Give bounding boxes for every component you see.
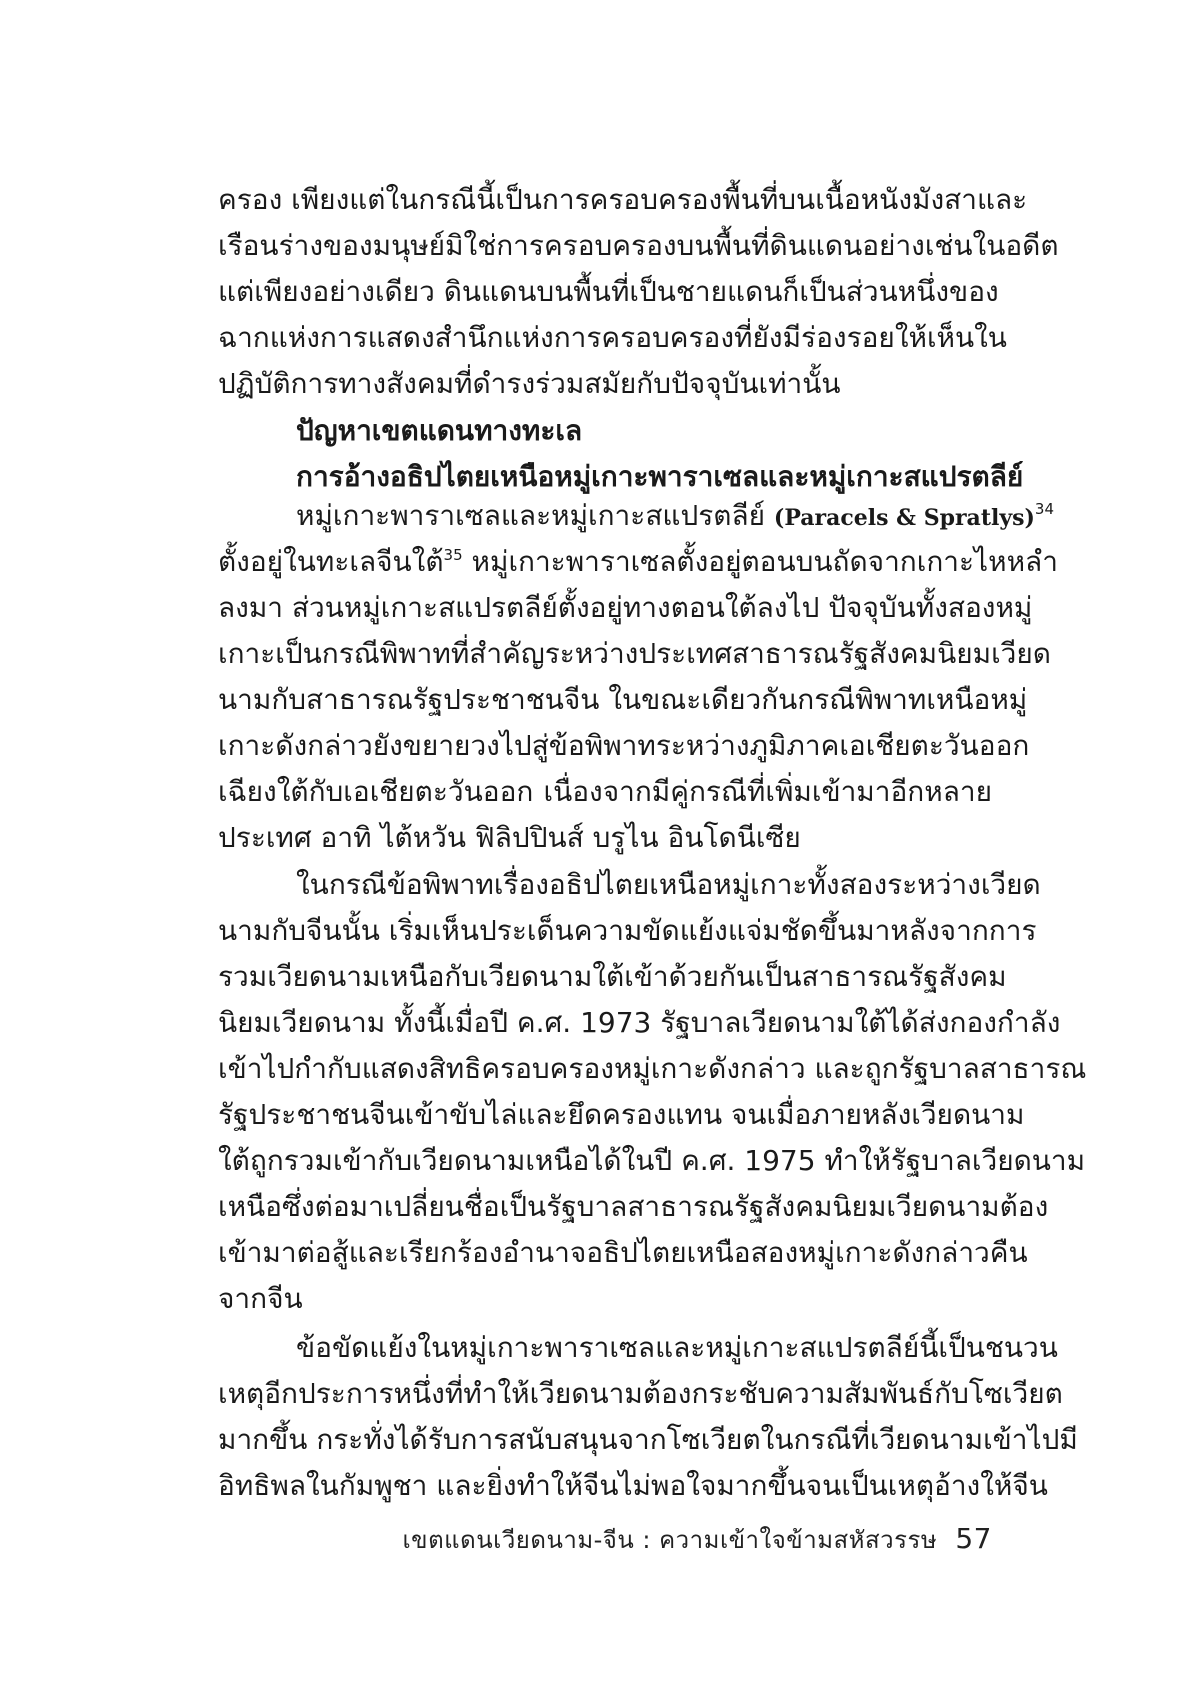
text-line: แต่เพียงอย่างเดียว ดินแดนบนพื้นที่เป็นชายแดนก็เป็นส่วนหนึ่งของ: [218, 275, 999, 308]
text-line: เข้ามาต่อสู้และเรียกร้องอำนาจอธิปไตยเหนือสองหมู่เกาะดังกล่าวคืน: [218, 1236, 1028, 1269]
text-line: เฉียงใต้กับเอเชียตะวันออก เนื่องจากมีคู่กรณีที่เพิ่มเข้ามาอีกหลาย: [218, 775, 992, 808]
page-footer: [402, 1520, 992, 1559]
text-line: นามกับสาธารณรัฐประชาชนจีน ในขณะเดียวกันกรณีพิพาทเหนือหมู่: [218, 683, 1028, 716]
text-line: [218, 539, 1058, 585]
text-line: มากขึ้น กระทั่งได้รับการสนับสนุนจากโซเวียตในกรณีที่เวียดนามเข้าไปมี: [218, 1423, 1078, 1456]
text-line: เกาะดังกล่าวยังขยายวงไปสู่ข้อพิพาทระหว่างภูมิภาคเอเชียตะวันออก: [218, 729, 1030, 762]
paragraph-1: [218, 177, 1059, 407]
text-line: นิยมเวียดนาม ทั้งนี้เมื่อปี ค.ศ. 1973 รัฐบาลเวียดนามใต้ได้ส่งกองกำลัง: [218, 1006, 1061, 1039]
text-line: ลงมา ส่วนหมู่เกาะสแปรตลีย์ตั้งอยู่ทางตอนใต้ลงไป ปัจจุบันทั้งสองหมู่: [218, 591, 1033, 624]
text-line: เข้าไปกำกับแสดงสิทธิครอบครองหมู่เกาะดังกล่าว และถูกรัฐบาลสาธารณ: [218, 1052, 1087, 1085]
footnote-ref[interactable]: 35: [443, 546, 463, 564]
text-line: ในกรณีข้อพิพาทเรื่องอธิปไตยเหนือหมู่เกาะทั้งสองระหว่างเวียด: [296, 868, 1041, 901]
text-line: ฉากแห่งการแสดงสำนึกแห่งการครอบครองที่ยังมีร่องรอยให้เห็นใน: [218, 321, 1007, 354]
text-line: ปฏิบัติการทางสังคมที่ดำรงร่วมสมัยกับปัจจุบันเท่านั้น: [218, 367, 841, 400]
text-line: รวมเวียดนามเหนือกับเวียดนามใต้เข้าด้วยกันเป็นสาธารณรัฐสังคม: [218, 960, 1007, 993]
text-line: [218, 493, 1055, 539]
text-line: เหตุอีกประการหนึ่งที่ทำให้เวียดนามต้องกระชับความสัมพันธ์กับโซเวียต: [218, 1377, 1063, 1410]
text-line: ครอง เพียงแต่ในกรณีนี้เป็นการครอบครองพื้นที่บนเนื้อหนังมังสาและ: [218, 183, 1028, 216]
paragraph-4: [218, 1325, 1078, 1509]
section-heading-block: [218, 408, 1024, 500]
text-line: จากจีน: [218, 1282, 303, 1315]
paragraph-2: [218, 493, 1058, 861]
text-line: ข้อขัดแย้งในหมู่เกาะพาราเซลและหมู่เกาะสแปรตลีย์นี้เป็นชนวน: [296, 1331, 1058, 1364]
section-subheading: การอ้างอธิปไตยเหนือหมู่เกาะพาราเซลและหมู่เกาะสแปรตลีย์: [296, 460, 1024, 493]
text-line: ประเทศ อาทิ ไต้หวัน ฟิลิปปินส์ บรูไน อินโดนีเซีย: [218, 821, 801, 854]
text-line: อิทธิพลในกัมพูชา และยิ่งทำให้จีนไม่พอใจมากขึ้นจนเป็นเหตุอ้างให้จีน: [218, 1469, 1048, 1502]
page-number: 57: [955, 1522, 992, 1555]
line-text: หมู่เกาะพาราเซลและหมู่เกาะสแปรตลีย์: [296, 499, 774, 532]
line-text: หมู่เกาะพาราเซลตั้งอยู่ตอนบนถัดจากเกาะไหหลำ: [462, 545, 1058, 578]
text-line: เรือนร่างของมนุษย์มิใช่การครอบครองบนพื้นที่ดินแดนอย่างเช่นในอดีต: [218, 229, 1059, 262]
paragraph-3: [218, 862, 1087, 1322]
text-line: ใต้ถูกรวมเข้ากับเวียดนามเหนือได้ในปี ค.ศ. 1975 ทำให้รัฐบาลเวียดนาม: [218, 1144, 1086, 1177]
footnote-ref[interactable]: 34: [1034, 500, 1055, 518]
latin-term: (Paracels & Spratlys): [773, 505, 1035, 531]
running-title: เขตแดนเวียดนาม-จีน : ความเข้าใจข้ามสหัสวรรษ: [402, 1526, 938, 1554]
line-text: ตั้งอยู่ในทะเลจีนใต้: [218, 545, 444, 578]
section-heading: ปัญหาเขตแดนทางทะเล: [296, 414, 583, 447]
text-line: เหนือซึ่งต่อมาเปลี่ยนชื่อเป็นรัฐบาลสาธารณรัฐสังคมนิยมเวียดนามต้อง: [218, 1190, 1049, 1223]
text-line: นามกับจีนนั้น เริ่มเห็นประเด็นความขัดแย้งแจ่มชัดขึ้นมาหลังจากการ: [218, 914, 1037, 947]
text-line: รัฐประชาชนจีนเข้าขับไล่และยึดครองแทน จนเมื่อภายหลังเวียดนาม: [218, 1098, 1025, 1131]
text-line: เกาะเป็นกรณีพิพาทที่สำคัญระหว่างประเทศสาธารณรัฐสังคมนิยมเวียด: [218, 637, 1051, 670]
